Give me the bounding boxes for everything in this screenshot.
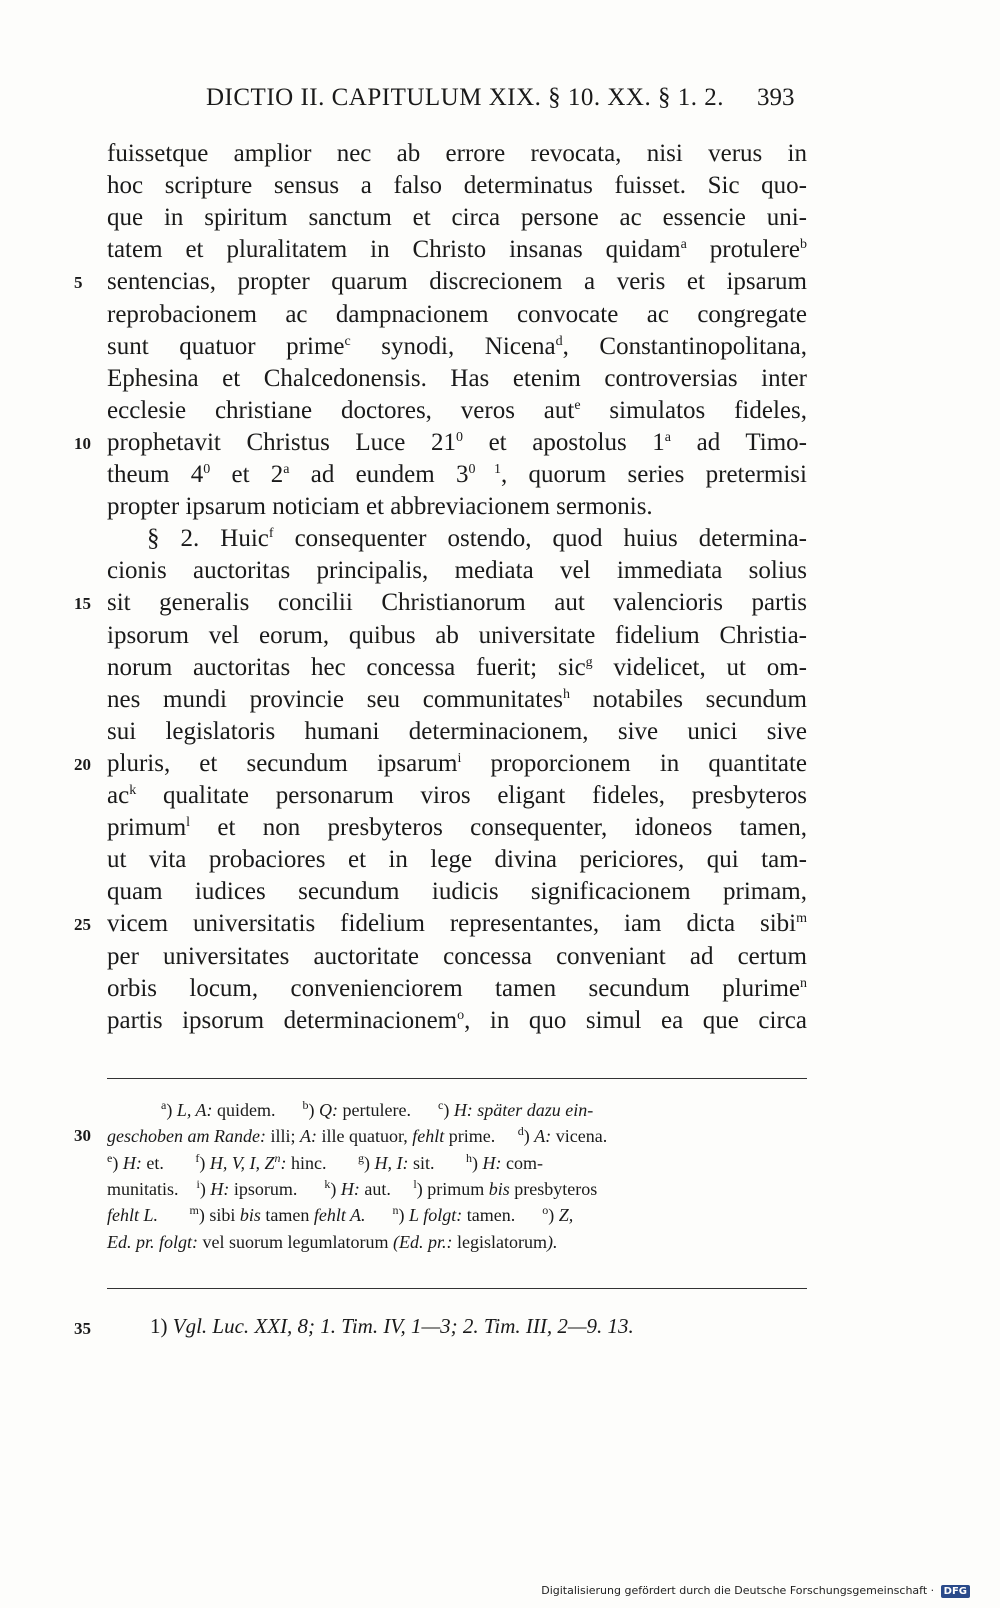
- line-number: 15: [74, 594, 91, 614]
- text-line: que in spiritum sanctum et circa persone ac essencie uni-: [107, 204, 807, 232]
- line-number: 10: [74, 433, 91, 453]
- text-line: sit generalis concilii Christianorum aut valencioris partis: [107, 589, 807, 617]
- reference-divider: [107, 1288, 807, 1289]
- line-number: 20: [74, 754, 91, 774]
- footnote-divider: [107, 1078, 807, 1079]
- text-line: reprobacionem ac dampnacionem convocate ac congregate: [107, 300, 807, 328]
- text-line: partis ipsorum determinacionem$^o$, in quo simul ea que circa: [107, 1006, 807, 1034]
- text-line: sui legislatoris humani determinacionem, sive unici sive: [107, 717, 807, 745]
- text-line: § 2. Huic$^f$ consequenter ostendo, quod huius determina-: [147, 525, 807, 553]
- credit-text: Digitalisierung gefördert durch die Deutsche Forschungsgemeinschaft ·: [541, 1584, 935, 1597]
- text-line: vicem universitatis fidelium representantes, iam dicta sibi$^m$: [107, 910, 807, 938]
- footnote-line: $^a$) L, A: quidem. $^b$) Q: pertulere. $^c$) H: später dazu ein-: [161, 1098, 594, 1120]
- text-line: quam iudices secundum iudicis significacionem primam,: [107, 878, 807, 906]
- line-number: 35: [74, 1319, 91, 1338]
- running-title: DICTIO II. CAPITULUM XIX. § 10. XX. § 1. 2.: [206, 84, 724, 111]
- page-number: 393: [757, 84, 795, 111]
- footnote-line: munitatis. $^i$) H: ipsorum. $^k$) H: aut. $^l$) primum bis presbyteros: [107, 1176, 598, 1199]
- text-line: ecclesie christiane doctores, veros aut$^e$ simulatos fideles,: [107, 396, 807, 424]
- line-number: 5: [74, 273, 83, 293]
- text-line: nes mundi provincie seu communitates$^h$ notabiles secundum: [107, 685, 807, 713]
- text-line: theum $4^0$ et 2$^a$ ad eundem $3^{0 1}$, quorum series pretermisi: [107, 461, 807, 488]
- digitization-credit: [541, 1584, 970, 1598]
- footnote-line: $^e$) H: et. $^f$) H, V, I, $Z^n$: hinc. $^g$) H, I: sit. $^h$) H: com-: [107, 1150, 544, 1173]
- text-line: propter ipsarum noticiam et abbreviacionem sermonis.: [107, 493, 653, 521]
- footnote-line: geschoben am Rande: illi; A: ille quatuor, fehlt prime. $^d$) A: vicena.: [107, 1124, 608, 1147]
- reference-note: 1) Vgl. Luc. XXI, 8; 1. Tim. IV, 1—3; 2. Tim. III, 2—9. 13.: [150, 1314, 634, 1338]
- footnote-line: Ed. pr. folgt: vel suorum legumlatorum (Ed. pr.: legislatorum).: [107, 1231, 558, 1252]
- text-line: ipsorum vel eorum, quibus ab universitate fidelium Christia-: [107, 621, 807, 649]
- page-header: [0, 84, 1000, 114]
- text-line: orbis locum, convenienciorem tamen secundum plurime$^n$: [107, 974, 807, 1002]
- footnote-line: fehlt L. $^m$) sibi bis tamen fehlt A. $^n$) L folgt: tamen. $^o$) Z,: [107, 1203, 574, 1226]
- text-line: tatem et pluralitatem in Christo insanas quidam$^a$ protulere$^b$: [107, 236, 807, 264]
- text-line: fuissetque amplior nec ab errore revocata, nisi verus in: [107, 140, 807, 167]
- text-line: ut vita probaciores et in lege divina periciores, qui tam-: [107, 846, 807, 874]
- text-line: primum$^l$ et non presbyteros consequenter, idoneos tamen,: [107, 814, 807, 842]
- text-line: sunt quatuor prime$^c$ synodi, Nicena$^d$, Constantinopolitana,: [107, 332, 808, 360]
- line-number: 25: [74, 915, 91, 935]
- text-line: Ephesina et Chalcedonensis. Has etenim controversias inter: [107, 364, 807, 392]
- dfg-logo: DFG: [941, 1585, 970, 1598]
- text-line: pluris, et secundum ipsarum$^i$ proporcionem in quantitate: [107, 749, 807, 777]
- text-line: prophetavit Christus Luce $21^0$ et apostolus 1$^a$ ad Timo-: [107, 428, 807, 456]
- text-line: $ac^k$ qualitate personarum viros eligant fideles, presbyteros: [107, 782, 807, 809]
- text-line: norum auctoritas hec concessa fuerit; sic$^g$ videlicet, ut om-: [107, 653, 808, 681]
- text-line: per universitates auctoritate concessa conveniant ad certum: [107, 942, 807, 970]
- line-number: 30: [74, 1126, 91, 1146]
- text-line: hoc scripture sensus a falso determinatus fuisset. Sic quo-: [107, 172, 807, 200]
- text-line: cionis auctoritas principalis, mediata vel immediata solius: [107, 557, 807, 585]
- text-line: sentencias, propter quarum discrecionem a veris et ipsarum: [107, 268, 807, 296]
